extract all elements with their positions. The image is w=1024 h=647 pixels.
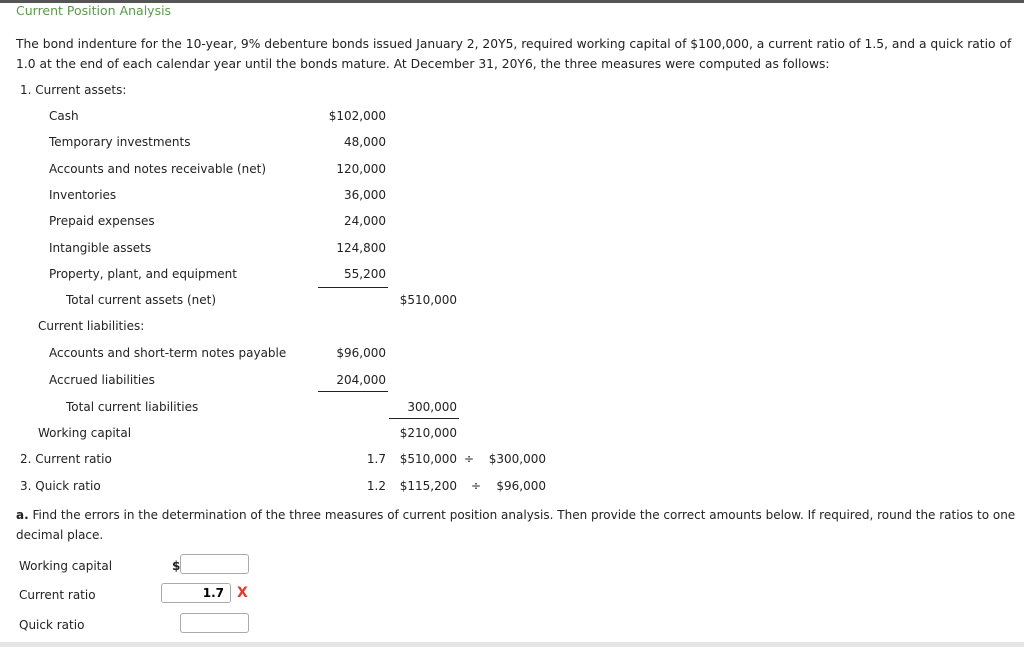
working-capital-input[interactable] [180, 554, 249, 574]
quick-ratio-value: 1.2 [366, 479, 386, 493]
page-title: Current Position Analysis [16, 3, 172, 18]
asset-label: Accounts and notes receivable (net) [49, 161, 267, 176]
total-liabilities-value: 300,000 [407, 400, 457, 414]
asset-label: Cash [49, 109, 79, 123]
current-ratio-denominator: $300,000 [488, 452, 546, 466]
working-capital-value: $210,000 [399, 426, 457, 440]
underline [389, 418, 459, 419]
answer-cr-label: Current ratio [19, 588, 96, 602]
total-assets-value: $510,000 [399, 293, 457, 307]
total-assets-label: Total current assets (net) [66, 293, 217, 307]
liability-value: 204,000 [336, 373, 386, 387]
current-ratio-label: 2. Current ratio [20, 452, 112, 466]
current-ratio-value: 1.7 [366, 452, 386, 466]
section-current-assets: 1. Current assets: [20, 83, 127, 97]
asset-value: 48,000 [344, 135, 386, 150]
question-prefix: a. [16, 508, 29, 522]
asset-label: Intangible assets [49, 240, 152, 255]
incorrect-x-icon: X [237, 585, 248, 601]
answer-wc-label: Working capital [19, 559, 113, 573]
quick-ratio-label: 3. Quick ratio [20, 479, 101, 493]
working-capital-label: Working capital [38, 426, 132, 440]
underline [318, 391, 388, 392]
current-ratio-input[interactable] [161, 583, 231, 603]
asset-value: 36,000 [344, 187, 386, 202]
asset-label: Prepaid expenses [49, 214, 155, 229]
question-body: Find the errors in the determination of the three measures of current position analysis. Then provide the correct amounts below. If required, round the ratios to one decimal place. [16, 508, 1016, 542]
question-text [16, 505, 1016, 545]
divide-sign: ÷ [464, 452, 475, 466]
asset-value: $102,000 [328, 109, 386, 123]
asset-label: Temporary investments [49, 135, 191, 150]
bottom-border [0, 642, 1024, 647]
liability-label: Accounts and short-term notes payable [49, 346, 287, 360]
asset-value: 24,000 [344, 214, 386, 229]
quick-ratio-numerator: $115,200 [399, 479, 457, 493]
quick-ratio-input[interactable] [180, 613, 249, 633]
asset-value: 124,800 [336, 240, 386, 255]
underline [318, 287, 388, 288]
answer-qr-label: Quick ratio [19, 618, 85, 632]
liabilities-header: Current liabilities: [38, 319, 145, 333]
liability-value: $96,000 [336, 346, 386, 360]
quick-ratio-denominator: $96,000 [496, 479, 546, 493]
liability-label: Accrued liabilities [49, 373, 155, 387]
divide-sign: ÷ [471, 479, 482, 493]
total-liabilities-label: Total current liabilities [66, 400, 199, 414]
intro-text: The bond indenture for the 10-year, 9% debenture bonds issued January 2, 20Y5, required working capital of $100,000, a current ratio of 1.5, and a quick ratio of 1.0 at the end of each calendar year until the bonds mature. At December 31, 20Y6, the three measures were computed as follows: [16, 37, 1012, 71]
asset-value: 120,000 [336, 161, 386, 176]
current-ratio-numerator: $510,000 [399, 452, 457, 466]
asset-value: 55,200 [344, 266, 386, 281]
dollar-sign: $ [172, 559, 181, 573]
asset-label: Property, plant, and equipment [49, 266, 237, 281]
asset-label: Inventories [49, 187, 117, 202]
